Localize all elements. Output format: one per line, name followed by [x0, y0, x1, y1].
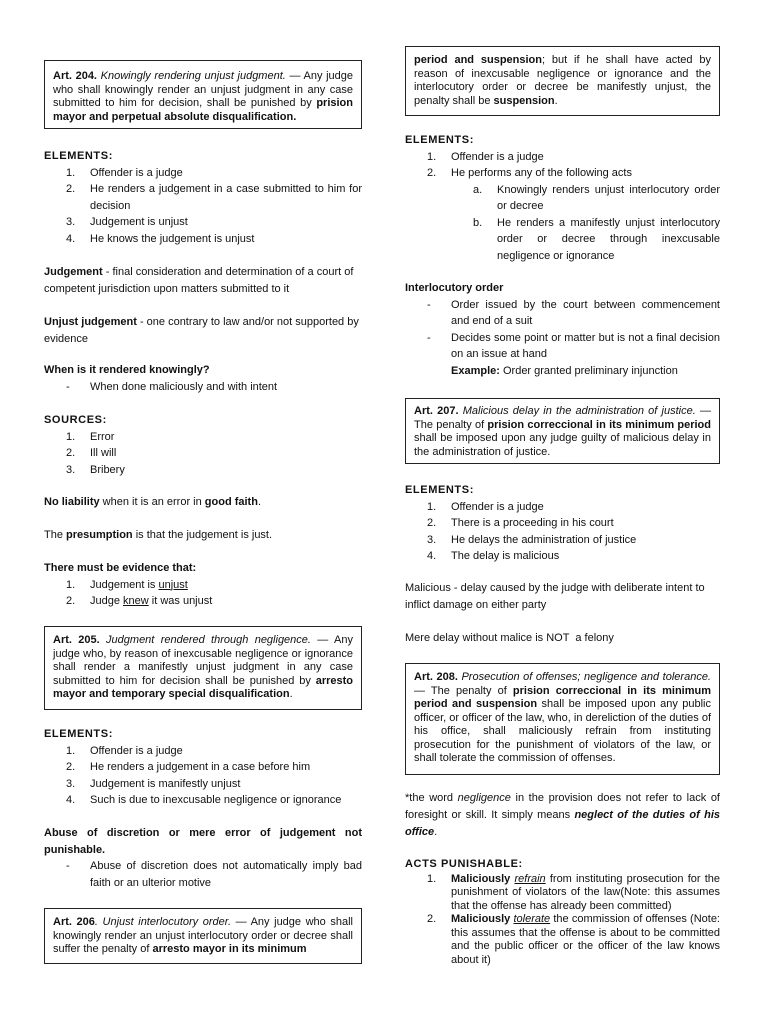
- art-204-label: Art. 204.: [53, 70, 97, 82]
- art-208-box: Art. 208. Prosecution of offenses; negligence and tolerance. — The penalty of prision correccional in its minimum period and suspension shall be imposed upon any public officer, or officer of the law, who, in dereliction of the duties of his office, shall maliciously refrain from instituting prosecution for the punishment of violators of the law, or shall tolerate the commission of offenses.: [405, 663, 720, 775]
- judgement-definition: Judgement - final consideration and determination of a court of competent jurisdiction upon matters submitted to it: [44, 266, 354, 295]
- art-206-box: Art. 206. Unjust interlocutory order. — Any judge who shall knowingly render an unjust interlocutory order or decree shall suffer the penalty of arresto mayor in its minimum: [44, 908, 362, 964]
- malicious-definition: Malicious - delay caused by the judge with deliberate intent to inflict damage on either party: [405, 582, 705, 611]
- list-item: - Order issued by the court between commencement and end of a suit: [427, 298, 720, 327]
- art-205-title: Judgment rendered through negligence.: [106, 634, 311, 646]
- negligence-note: *the word negligence in the provision does not refer to lack of foresight or skill. It simply means neglect of the duties of his office.: [405, 792, 721, 838]
- acts-punishable-section: [405, 856, 720, 967]
- art-206-title: . Unjust interlocutory order.: [94, 916, 232, 928]
- list-item: 3. Judgement is manifestly unjust: [66, 777, 241, 790]
- list-item: 3. He delays the administration of justice: [427, 533, 637, 546]
- list-item: 1. Judgement is unjust: [66, 578, 188, 591]
- elements-204-heading: ELEMENTS:: [44, 150, 113, 162]
- elements-207: [405, 482, 720, 565]
- art-207-penalty: prision correccional in its minimum period: [487, 418, 711, 431]
- list-item: 2. He renders a judgement in a case submitted to him for decision: [66, 183, 362, 212]
- mere-delay-text: Mere delay without malice is NOT a felony: [405, 632, 614, 644]
- list-item: 2. He renders a judgement in a case before him: [66, 761, 311, 773]
- list-item: 4. He knows the judgement is unjust: [66, 232, 255, 245]
- art-206-penalty: arresto mayor in its minimum: [152, 943, 307, 955]
- art-208-label: Art. 208.: [414, 671, 458, 683]
- list-item: 1. Offender is a judge: [66, 744, 183, 757]
- list-item: 4. Such is due to inexcusable negligence or ignorance: [66, 794, 342, 806]
- list-item: 4. The delay is malicious: [427, 550, 560, 562]
- art-207-title: Malicious delay in the administration of justice.: [462, 405, 696, 417]
- art-207-label: Art. 207.: [414, 405, 459, 417]
- elements-205-heading: ELEMENTS:: [44, 728, 113, 740]
- no-liability-text: No liability when it is an error in good faith.: [44, 496, 261, 508]
- unjust-judgement-definition: Unjust judgement - one contrary to law and/or not supported by evidence: [44, 316, 359, 345]
- sources-section: [44, 412, 362, 478]
- list-item: a. Knowingly renders unjust interlocutory order or decree: [473, 183, 720, 212]
- list-item: 1. Maliciously refrain from instituting prosecution for the punishment of violators of the law(Note: this assumes that the offense has already been committed): [427, 872, 721, 912]
- list-item: 2. There is a proceeding in his court: [427, 517, 614, 529]
- art-206-label: Art. 206: [53, 916, 95, 928]
- evidence-heading: There must be evidence that:: [44, 562, 197, 574]
- list-item: - Decides some point or matter but is not a final decision on an issue at hand: [427, 331, 720, 360]
- example-label: Example:: [451, 364, 500, 377]
- art-204-text: — Any judge who shall knowingly render an unjust judgment in any case submitted to him for decision, shall be punished by: [53, 70, 353, 109]
- elements-204-list: [44, 165, 362, 248]
- art-204-box: [44, 60, 362, 129]
- art-208-title: Prosecution of offenses; negligence and tolerance.: [461, 671, 711, 683]
- sources-heading: SOURCES:: [44, 414, 107, 426]
- evidence-section: [44, 560, 362, 610]
- unjust-judgement-term: Unjust judgement: [44, 316, 137, 328]
- art-205-penalty: arresto mayor and temporary special disqualification: [53, 674, 353, 700]
- interlocutory-section: Interlocutory order - Order issued by the court between commencement and end of a suit - Decides some point or matter but is not a final decision on an issue at hand Example: Order granted preliminary injunction: [405, 282, 720, 377]
- list-item: 2. Ill will: [66, 447, 117, 459]
- list-item: 1. Offender is a judge: [427, 150, 544, 163]
- art-207-box: Art. 207. Malicious delay in the administration of justice. — The penalty of prision correccional in its minimum period shall be imposed upon any judge guilty of malicious delay in the administration of justice.: [405, 398, 720, 464]
- acts-heading: ACTS PUNISHABLE:: [405, 858, 523, 870]
- list-item: 1. Offender is a judge: [427, 500, 544, 513]
- art-204-penalty: prision mayor and perpetual absolute disqualification.: [53, 97, 353, 123]
- list-item: - When done maliciously and with intent: [66, 380, 278, 393]
- interlocutory-heading: Interlocutory order: [405, 282, 504, 294]
- list-item: 2. Judge knew it was unjust: [66, 595, 213, 607]
- list-item: 2. He performs any of the following acts: [427, 167, 632, 179]
- knowingly-section: [44, 362, 362, 395]
- elements-205: [44, 726, 362, 809]
- elements-204: [44, 148, 362, 247]
- elements-207-heading: ELEMENTS:: [405, 484, 474, 496]
- judgement-term: Judgement: [44, 266, 103, 278]
- list-item: 3. Bribery: [66, 463, 125, 476]
- elements-206-heading: ELEMENTS:: [405, 134, 474, 146]
- abuse-heading: Abuse of discretion or mere error of judgement not punishable.: [44, 827, 362, 856]
- knowingly-question: When is it rendered knowingly?: [44, 364, 210, 376]
- art-208-penalty: prision correccional in its minimum period and suspension: [414, 684, 711, 710]
- art-204-title: Knowingly rendering unjust judgment.: [100, 70, 286, 82]
- list-item: 1. Offender is a judge: [66, 166, 183, 179]
- presumption-text: The presumption is that the judgement is just.: [44, 529, 273, 541]
- art-205-box: Art. 205. Judgment rendered through negligence. — Any judge who, by reason of inexcusable negligence or ignorance shall render a manifestly unjust judgment in any case submitted to him for decision shall be punished by arresto mayor and temporary special disqualification.: [44, 626, 362, 710]
- list-item: 3. Judgement is unjust: [66, 216, 188, 228]
- list-item: b. He renders a manifestly unjust interlocutory order or decree through inexcusable negligence or ignorance: [473, 216, 720, 262]
- elements-206: [405, 132, 720, 264]
- list-item: 2. Maliciously tolerate the commission of offenses (Note: this assumes that the offense is about to be committed and the public officer or the officer of the law knows about it): [427, 913, 720, 966]
- abuse-section: [44, 825, 362, 891]
- art-206-continued-box: period and suspension; but if he shall have acted by reason of inexcusable negligence or ignorance and the interlocutory order or decree be manifestly unjust, the penalty shall be suspension.: [405, 46, 720, 116]
- list-item: - Abuse of discretion does not automatically imply bad faith or an ulterior motive: [66, 860, 362, 889]
- art-205-label: Art. 205.: [53, 634, 100, 646]
- list-item: 1. Error: [66, 430, 115, 443]
